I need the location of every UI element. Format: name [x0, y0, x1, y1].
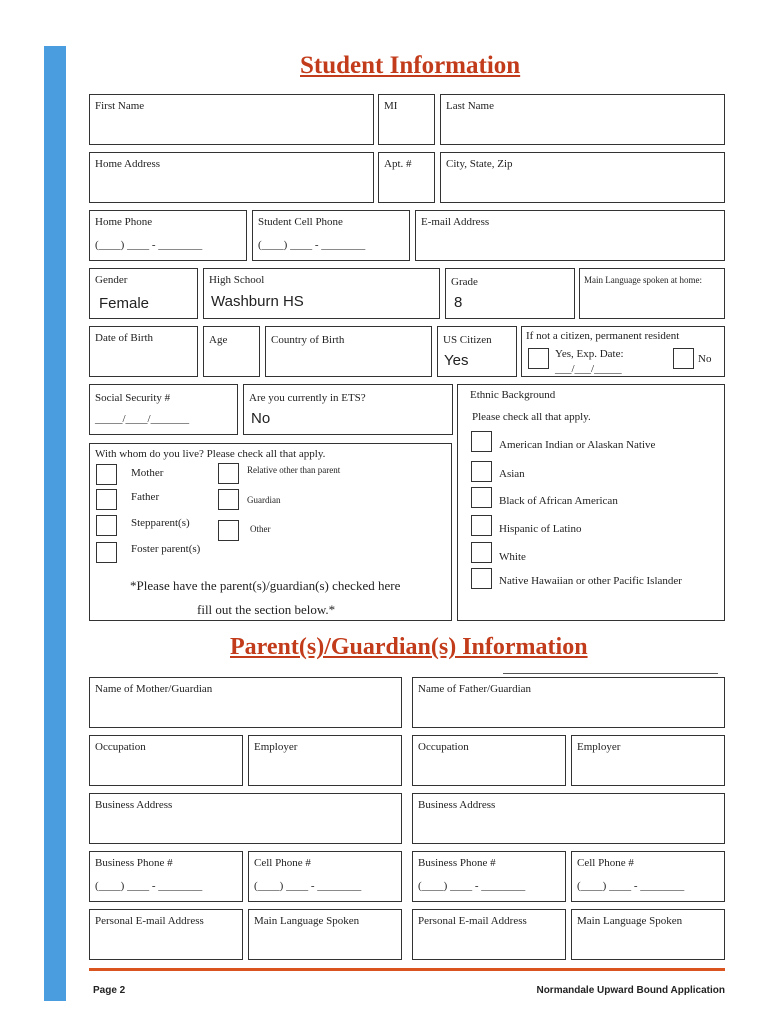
live-checkbox[interactable]: [218, 463, 239, 484]
age-field[interactable]: [203, 326, 260, 377]
country-of-birth-field[interactable]: [265, 326, 432, 377]
ethnic-option-label: Black of African American: [499, 495, 618, 507]
mother-name-field[interactable]: [89, 677, 402, 728]
ethnic-checkbox[interactable]: [471, 542, 492, 563]
student-section-title: Student Information: [300, 52, 521, 79]
resident-yes-label: Yes, Exp. Date:: [555, 348, 624, 360]
home-phone-label: Home Phone: [95, 216, 153, 228]
title-rule: [503, 673, 718, 674]
home-address-label: Home Address: [95, 158, 161, 170]
cell-phone-label: Cell Phone #: [577, 857, 634, 869]
live-option-label: Mother: [131, 467, 164, 479]
ethnic-instruction: Please check all that apply.: [472, 411, 591, 423]
main-language-spoken-label: Main Language Spoken: [577, 915, 683, 927]
gender-label: Gender: [95, 274, 128, 286]
footer-rule: [89, 968, 725, 971]
mi-label: MI: [384, 100, 398, 112]
country-of-birth-label: Country of Birth: [271, 334, 345, 346]
social-security-field[interactable]: [89, 384, 238, 435]
main-language-spoken-label: Main Language Spoken: [254, 915, 360, 927]
ethnic-background-panel: [457, 384, 725, 621]
mother-occupation-field[interactable]: [89, 735, 243, 786]
ethnic-checkbox[interactable]: [471, 515, 492, 536]
us-citizen-label: US Citizen: [443, 334, 492, 346]
home-address-field[interactable]: [89, 152, 374, 203]
parents-section-title: Parent(s)/Guardian(s) Information: [230, 634, 588, 660]
home-phone-blank: (____) ____ - ________: [95, 239, 203, 251]
grade-label: Grade: [451, 276, 478, 288]
living-situation-title: With whom do you live? Please check all that apply.: [95, 448, 326, 460]
live-checkbox[interactable]: [96, 489, 117, 510]
business-phone-label: Business Phone #: [418, 857, 496, 869]
living-situation-panel: [89, 443, 452, 621]
mother-name-label: Name of Mother/Guardian: [95, 683, 213, 695]
mother-business-address-field[interactable]: [89, 793, 402, 844]
live-option-label: Guardian: [247, 495, 281, 505]
occupation-label: Occupation: [418, 741, 469, 753]
mother-business-phone-field[interactable]: [89, 851, 243, 902]
mother-cell-phone-field[interactable]: [248, 851, 402, 902]
live-option-label: Relative other than parent: [247, 465, 341, 475]
parent-note-line1: *Please have the parent(s)/guardian(s) checked here: [130, 578, 401, 593]
gender-value: Female: [99, 295, 150, 312]
personal-email-label: Personal E-mail Address: [95, 915, 204, 927]
father-name-field[interactable]: [412, 677, 725, 728]
last-name-field[interactable]: [440, 94, 725, 145]
main-language-label: Main Language spoken at home:: [584, 275, 702, 285]
live-option-label: Father: [131, 491, 160, 503]
live-checkbox[interactable]: [218, 489, 239, 510]
us-citizen-value: Yes: [444, 352, 469, 369]
ethnic-background-title: Ethnic Background: [470, 389, 556, 401]
page-number: Page 2: [93, 985, 126, 996]
mother-personal-email-field[interactable]: [89, 909, 243, 960]
apt-field[interactable]: [378, 152, 435, 203]
live-checkbox[interactable]: [96, 515, 117, 536]
first-name-label: First Name: [95, 100, 145, 112]
father-cell-phone-field[interactable]: [571, 851, 725, 902]
ethnic-option-label: American Indian or Alaskan Native: [499, 439, 656, 451]
mother-main-language-field[interactable]: [248, 909, 402, 960]
father-main-language-field[interactable]: [571, 909, 725, 960]
live-option-label: Stepparent(s): [131, 517, 190, 529]
permanent-resident-label: If not a citizen, permanent resident: [526, 330, 680, 342]
personal-email-label: Personal E-mail Address: [418, 915, 527, 927]
student-cell-phone-blank: (____) ____ - ________: [258, 239, 366, 251]
apt-label: Apt. #: [384, 158, 412, 170]
age-label: Age: [209, 334, 228, 346]
email-label: E-mail Address: [421, 216, 490, 228]
social-security-blank: _____/____/_______: [95, 413, 190, 425]
business-address-label: Business Address: [95, 799, 173, 811]
city-state-zip-field[interactable]: [440, 152, 725, 203]
permanent-resident-field: [521, 326, 725, 377]
live-checkbox[interactable]: [96, 542, 117, 563]
resident-date-blank: ___/___/_____: [555, 363, 622, 375]
ethnic-option-label: Hispanic of Latino: [499, 523, 582, 535]
father-personal-email-field[interactable]: [412, 909, 566, 960]
ets-value: No: [251, 410, 271, 427]
student-cell-phone-field[interactable]: [252, 210, 410, 261]
grade-field[interactable]: [445, 268, 575, 319]
father-name-label: Name of Father/Guardian: [418, 683, 532, 695]
father-business-address-field[interactable]: [412, 793, 725, 844]
father-employer-field[interactable]: [571, 735, 725, 786]
grade-value: 8: [454, 294, 463, 311]
business-phone-label: Business Phone #: [95, 857, 173, 869]
us-citizen-field[interactable]: [437, 326, 517, 377]
cell-phone-label: Cell Phone #: [254, 857, 311, 869]
ets-field[interactable]: [243, 384, 453, 435]
gender-field[interactable]: [89, 268, 198, 319]
last-name-label: Last Name: [446, 100, 494, 112]
business-address-label: Business Address: [418, 799, 496, 811]
high-school-value: Washburn HS: [211, 293, 304, 310]
left-decorative-bar: [44, 46, 66, 1001]
main-language-field[interactable]: [579, 268, 725, 319]
live-option-label: Foster parent(s): [131, 543, 201, 555]
ethnic-option-label: Asian: [499, 468, 525, 480]
resident-yes-checkbox[interactable]: [528, 348, 549, 369]
live-checkbox[interactable]: [96, 464, 117, 485]
phone-blank: (____) ____ - ________: [95, 880, 203, 892]
ethnic-checkbox[interactable]: [471, 461, 492, 482]
mother-employer-field[interactable]: [248, 735, 402, 786]
parent-note-line2: fill out the section below.*: [197, 602, 336, 617]
ethnic-checkbox[interactable]: [471, 487, 492, 508]
email-field[interactable]: [415, 210, 725, 261]
ethnic-option-label: Native Hawaiian or other Pacific Islander: [499, 575, 682, 587]
date-of-birth-field[interactable]: [89, 326, 198, 377]
city-state-zip-label: City, State, Zip: [446, 158, 513, 170]
student-cell-phone-label: Student Cell Phone: [258, 216, 343, 228]
employer-label: Employer: [577, 741, 621, 753]
father-business-phone-field[interactable]: [412, 851, 566, 902]
father-occupation-field[interactable]: [412, 735, 566, 786]
social-security-label: Social Security #: [95, 392, 171, 404]
high-school-label: High School: [209, 274, 265, 286]
ets-label: Are you currently in ETS?: [249, 392, 366, 404]
first-name-field[interactable]: [89, 94, 374, 145]
ethnic-checkbox[interactable]: [471, 431, 492, 452]
date-of-birth-label: Date of Birth: [95, 332, 154, 344]
ethnic-checkbox[interactable]: [471, 568, 492, 589]
live-option-label: Other: [250, 524, 271, 534]
mi-field[interactable]: [378, 94, 435, 145]
occupation-label: Occupation: [95, 741, 146, 753]
employer-label: Employer: [254, 741, 298, 753]
phone-blank: (____) ____ - ________: [254, 880, 362, 892]
high-school-field[interactable]: [203, 268, 440, 319]
resident-no-checkbox[interactable]: [673, 348, 694, 369]
ethnic-option-label: White: [499, 551, 526, 563]
application-name: Normandale Upward Bound Application: [536, 985, 725, 996]
home-phone-field[interactable]: [89, 210, 247, 261]
phone-blank: (____) ____ - ________: [577, 880, 685, 892]
phone-blank: (____) ____ - ________: [418, 880, 526, 892]
live-checkbox[interactable]: [218, 520, 239, 541]
resident-no-label: No: [698, 353, 712, 365]
